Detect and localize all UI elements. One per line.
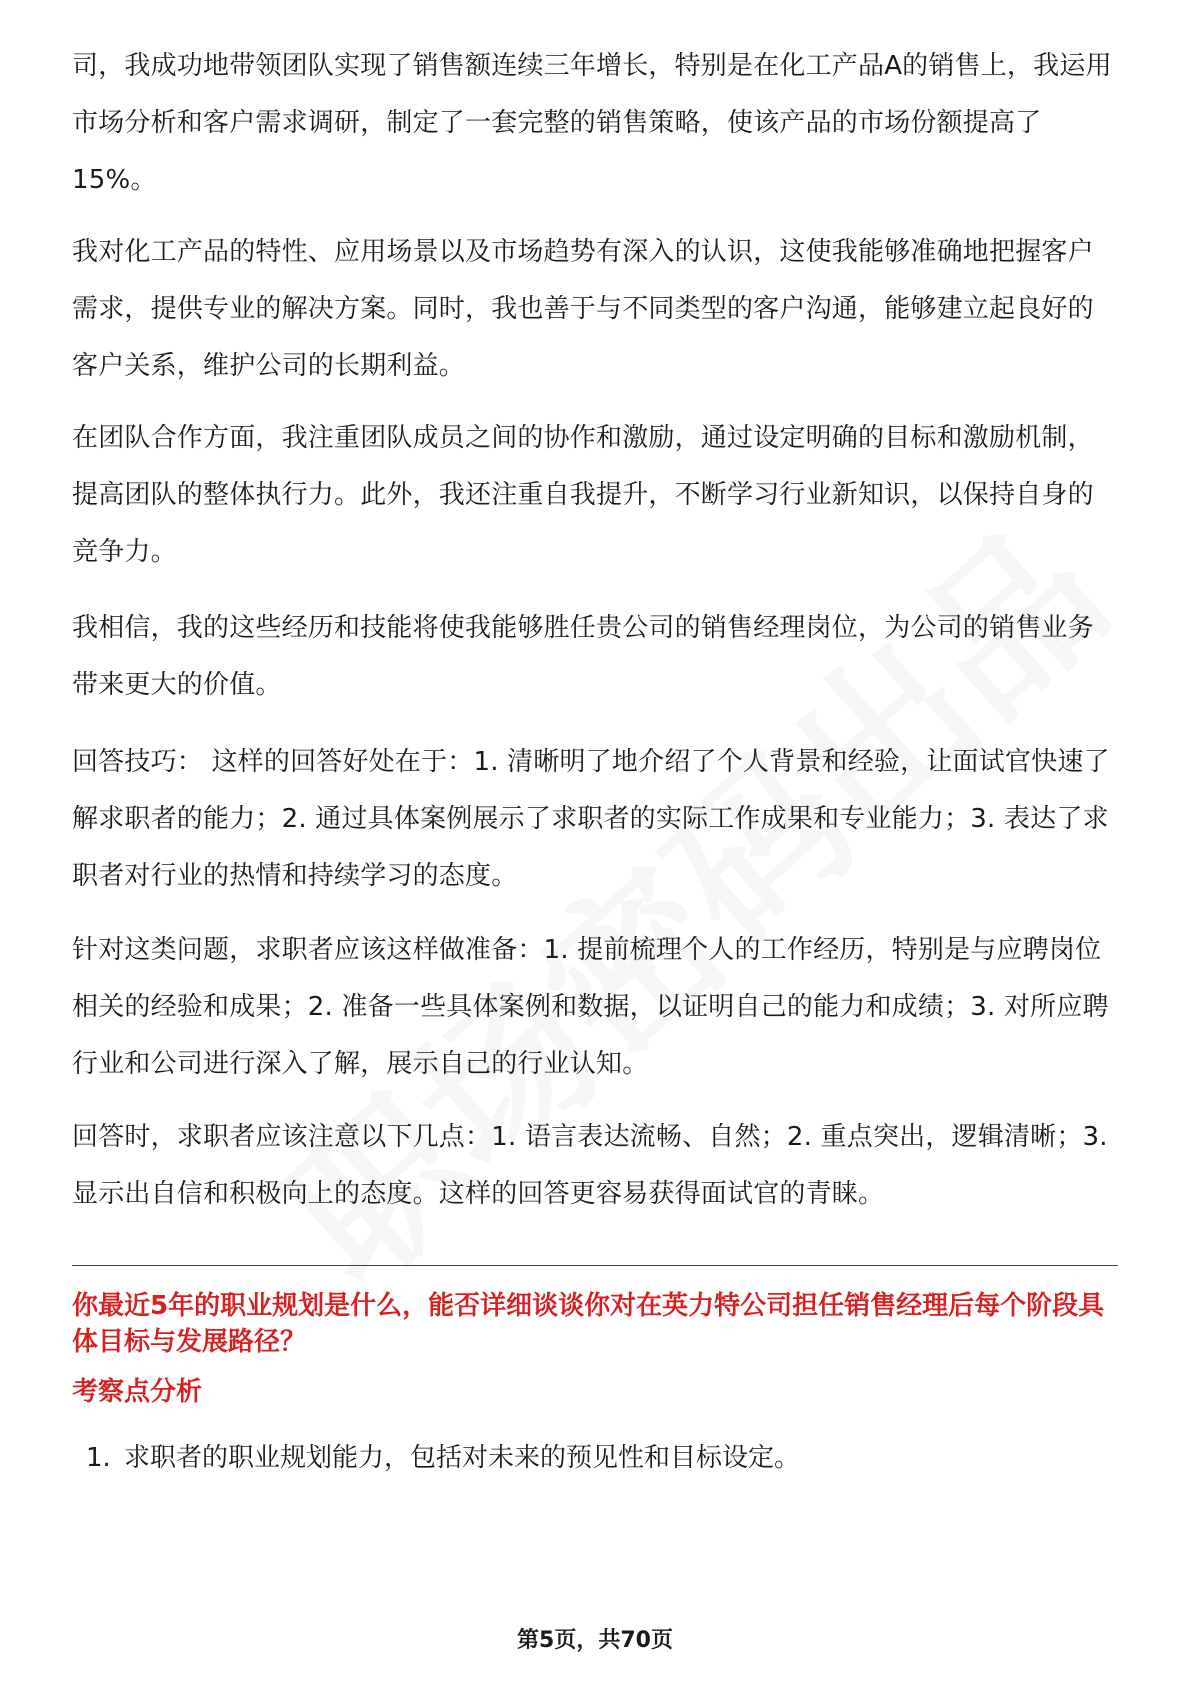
paragraph-preparation: 针对这类问题，求职者应该这样做准备：1. 提前梳理个人的工作经历，特别是与应聘岗位相关的经验和成果；2. 准备一些具体案例和数据，以证明自己的能力和成绩；3. 对所应聘行业和公司进行深入了解，展示自己的行业认知。 bbox=[72, 935, 1109, 1079]
paragraph-answer-tips: 回答技巧： 这样的回答好处在于：1. 清晰明了地介绍了个人背景和经验，让面试官快速了解求职者的能力；2. 通过具体案例展示了求职者的实际工作成果和专业能力；3. 表达了求职者对行业的热情和持续学习的态度。 bbox=[72, 747, 1110, 891]
list-item-text: 求职者的职业规划能力，包括对未来的预见性和目标设定。 bbox=[124, 1443, 801, 1473]
question-title: 你最近5年的职业规划是什么，能否详细谈谈你对在英力特公司担任销售经理后每个阶段具体目标与发展路径？ bbox=[72, 1291, 1105, 1357]
list-item bbox=[86, 1438, 800, 1478]
section-divider bbox=[72, 1265, 1118, 1266]
section-heading: 考察点分析 bbox=[72, 1377, 203, 1407]
paragraph-notes: 回答时，求职者应该注意以下几点：1. 语言表达流畅、自然；2. 重点突出，逻辑清晰；3. 显示出自信和积极向上的态度。这样的回答更容易获得面试官的青睐。 bbox=[72, 1122, 1108, 1209]
list-item-number: 1. bbox=[86, 1443, 111, 1473]
paragraph-3: 在团队合作方面，我注重团队成员之间的协作和激励，通过设定明确的目标和激励机制，提高团队的整体执行力。此外，我还注重自我提升，不断学习行业新知识，以保持自身的竞争力。 bbox=[72, 423, 1094, 567]
paragraph-2: 我对化工产品的特性、应用场景以及市场趋势有深入的认识，这使我能够准确地把握客户需求，提供专业的解决方案。同时，我也善于与不同类型的客户沟通，能够建立起良好的客户关系，维护公司的长期利益。 bbox=[72, 237, 1094, 381]
page-footer: 第5页，共70页 bbox=[517, 1628, 673, 1653]
paragraph-4: 我相信，我的这些经历和技能将使我能够胜任贵公司的销售经理岗位，为公司的销售业务带来更大的价值。 bbox=[72, 613, 1094, 700]
paragraph-1: 司，我成功地带领团队实现了销售额连续三年增长，特别是在化工产品A的销售上，我运用市场分析和客户需求调研，制定了一套完整的销售策略，使该产品的市场份额提高了15%。 bbox=[72, 51, 1112, 195]
